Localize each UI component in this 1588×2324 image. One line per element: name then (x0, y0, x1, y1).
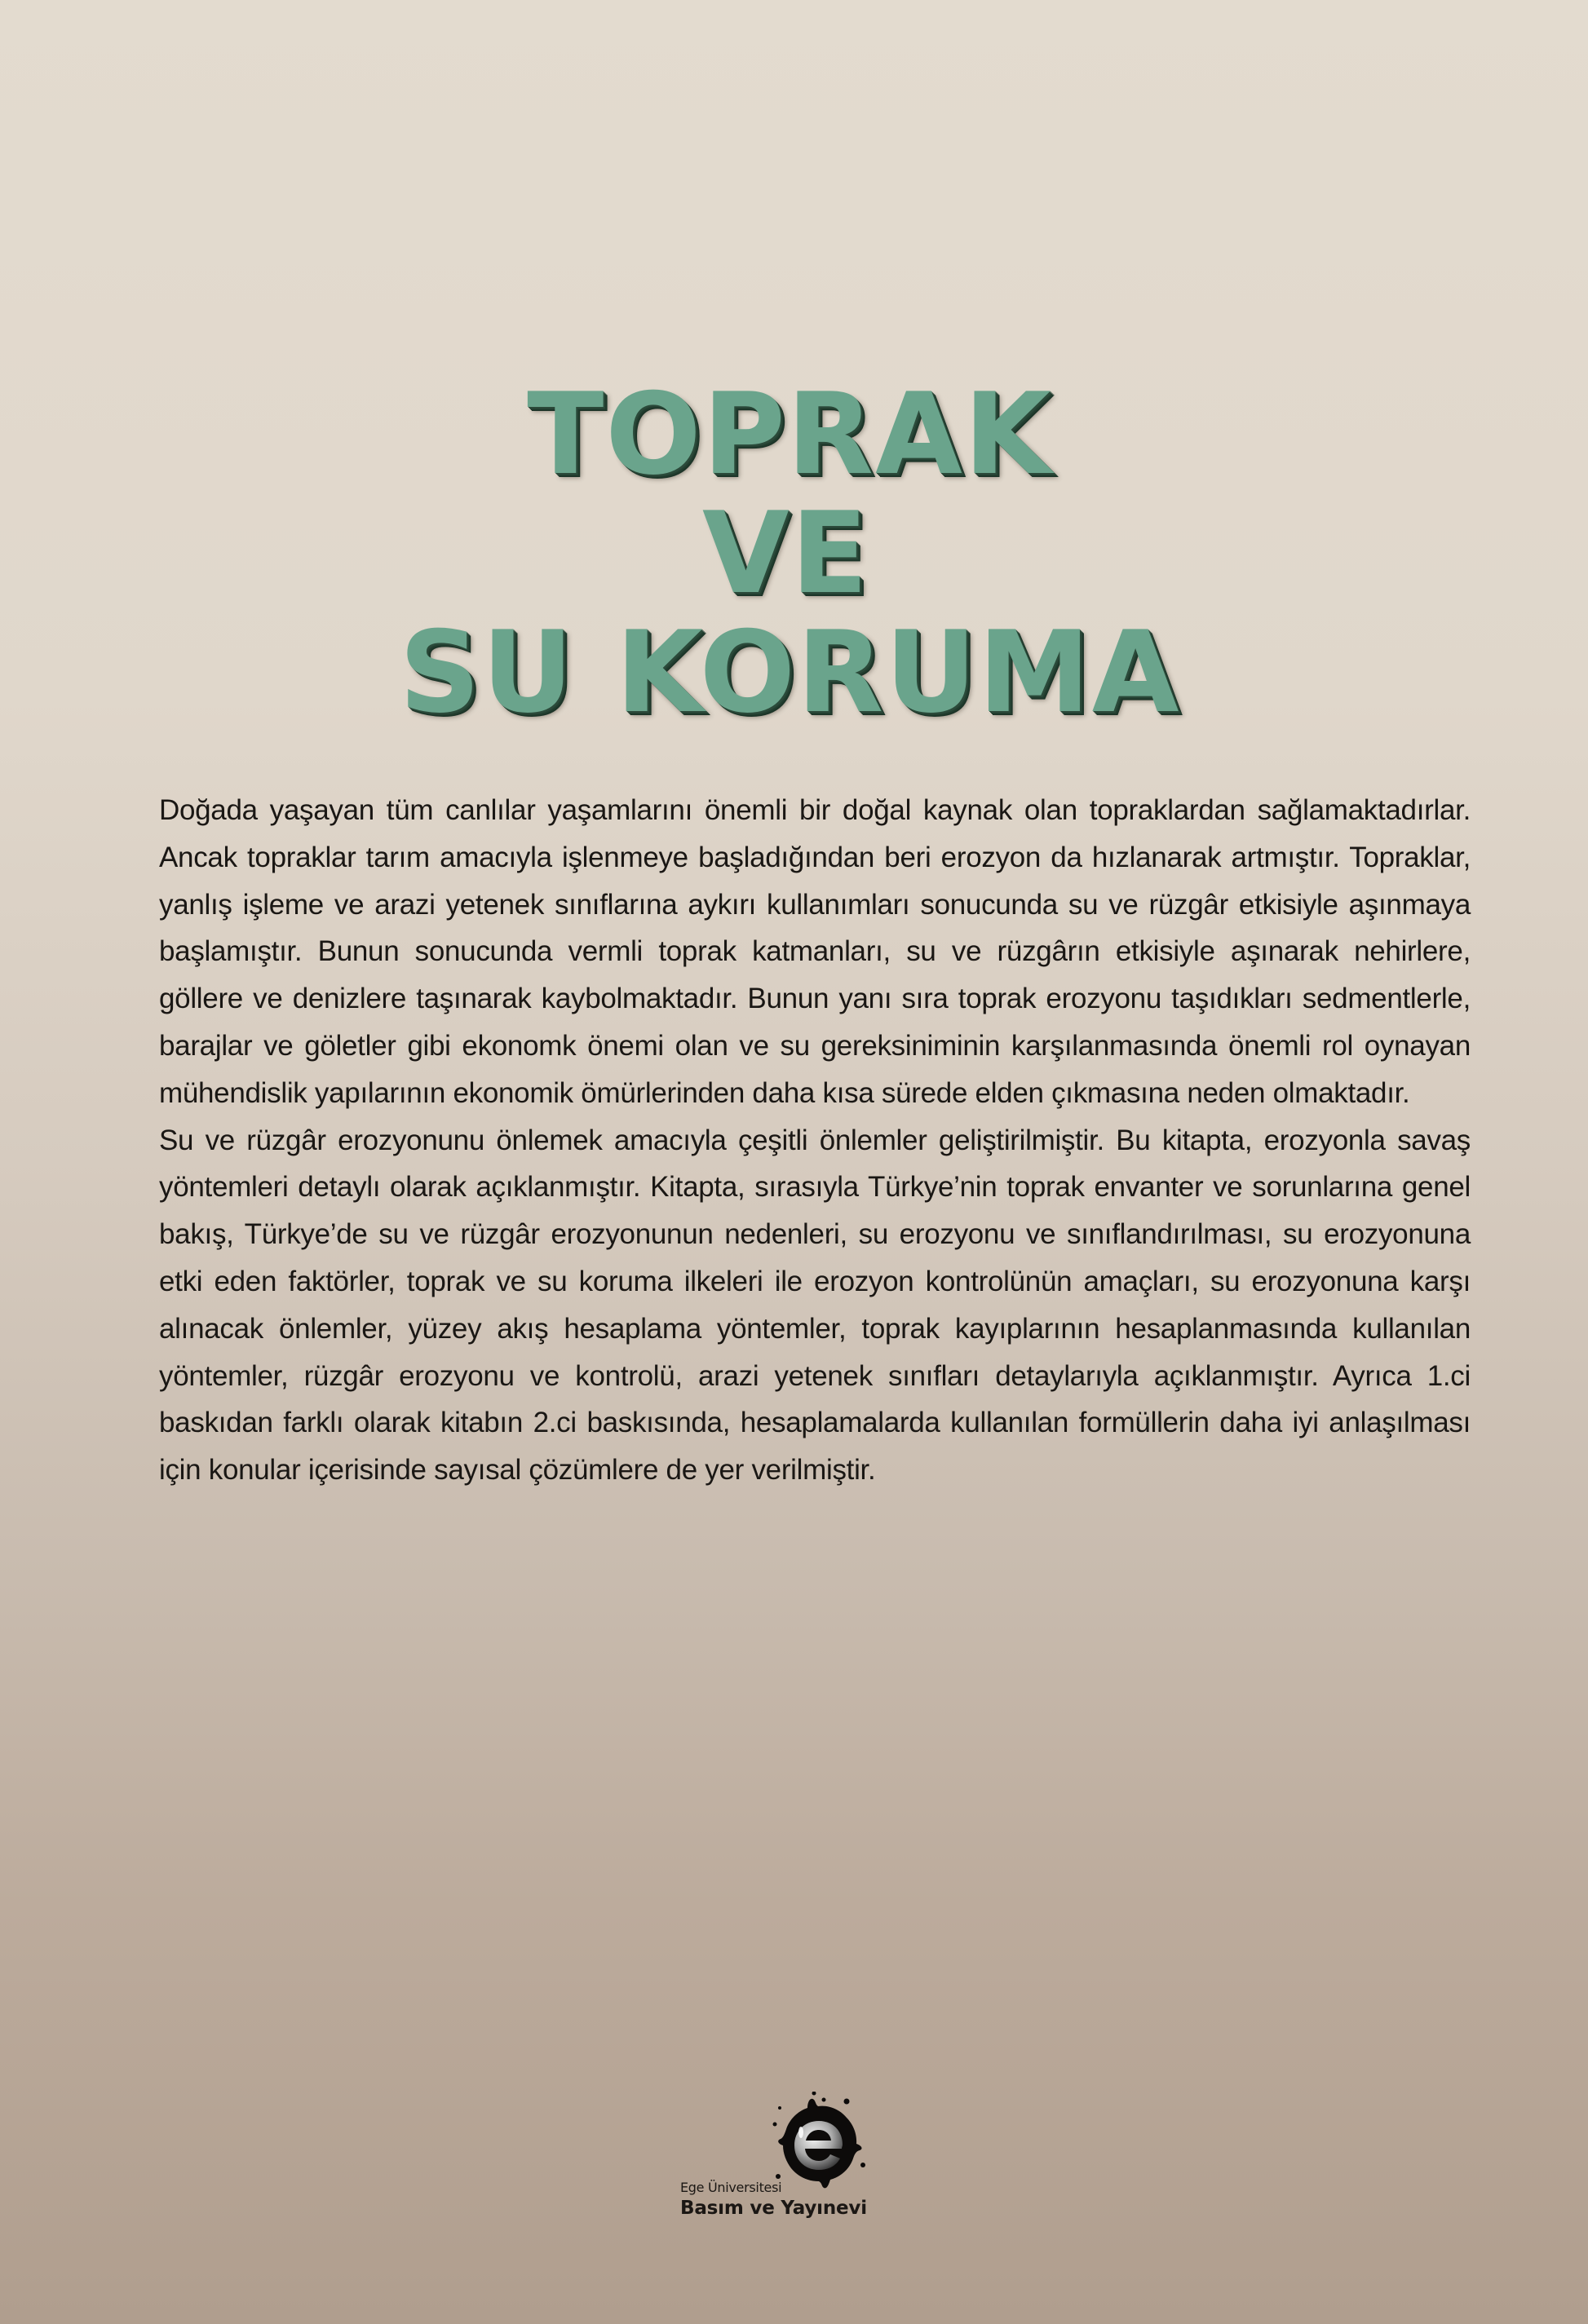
title-line-1: TOPRAK (527, 369, 1053, 500)
blurb-paragraph-1: Doğada yaşayan tüm canlılar yaşamlarını önemli bir doğal kaynak olan topraklardan sağlamaktadırlar. Ancak topraklar tarım amacıyla işlenmeye başladığından beri erozyon da hızlanarak artmıştır. Topraklar, yanlış işleme ve arazi yetenek sınıflarına aykırı kullanımları sonucunda su ve rüzgâr etkisiyle aşınmaya başlamıştır. Bunun sonucunda vermli toprak katmanları, su ve rüzgârın etkisiyle aşınarak nehirlere, göllere ve denizlere taşınarak kaybolmaktadır. Bunun yanı sıra toprak erozyonu taşıdıkları sedmentlerle, barajlar ve göletler gibi ekonomk önemi olan ve su gereksiniminin karşılanmasında önemli rol oynayan mühendislik yapılarının ekonomik ömürlerinden daha kısa sürede elden çıkmasına neden olmaktadır. (159, 794, 1471, 1109)
blurb-paragraph-2: Su ve rüzgâr erozyonunu önlemek amacıyla çeşitli önlemler geliştirilmiştir. Bu kitapta, erozyonla savaş yöntemleri detaylı olarak açıklanmıştır. Kitapta, sırasıyla Türkye’nin toprak envanter ve sorunlarına genel bakış, Türkye’de su ve rüzgâr erozyonunun nedenleri, su erozyonu ve sınıflandırılması, su erozyonuna etki eden faktörler, toprak ve su koruma ilkeleri ile erozyon kontrolünün amaçları, su erozyonuna karşı alınacak önlemler, yüzey akış hesaplama yöntemler, toprak kayıplarının hesaplanmasında kullanılan yöntemler, rüzgâr erozyonu ve kontrolü, arazi yetenek sınıfları detaylarıyla açıklanmıştır. Ayrıca 1.ci baskıdan farklı olarak kitabın 2.ci baskısında, hesaplamalarda kullanılan formüllerin daha iyi anlaşılması için konular içerisinde sayısal çözümlere de yer verilmiştir. (159, 1124, 1471, 1487)
book-title (0, 369, 1588, 738)
title-line-3: SU KORUMA (399, 607, 1181, 738)
back-cover-blurb (159, 787, 1471, 1494)
publisher-name-line1: Ege Üniversitesi (680, 2180, 782, 2195)
title-line-2: VE (701, 488, 870, 619)
publisher-logo (677, 2092, 889, 2238)
publisher-name-line2: Basım ve Yayınevi (680, 2198, 867, 2219)
